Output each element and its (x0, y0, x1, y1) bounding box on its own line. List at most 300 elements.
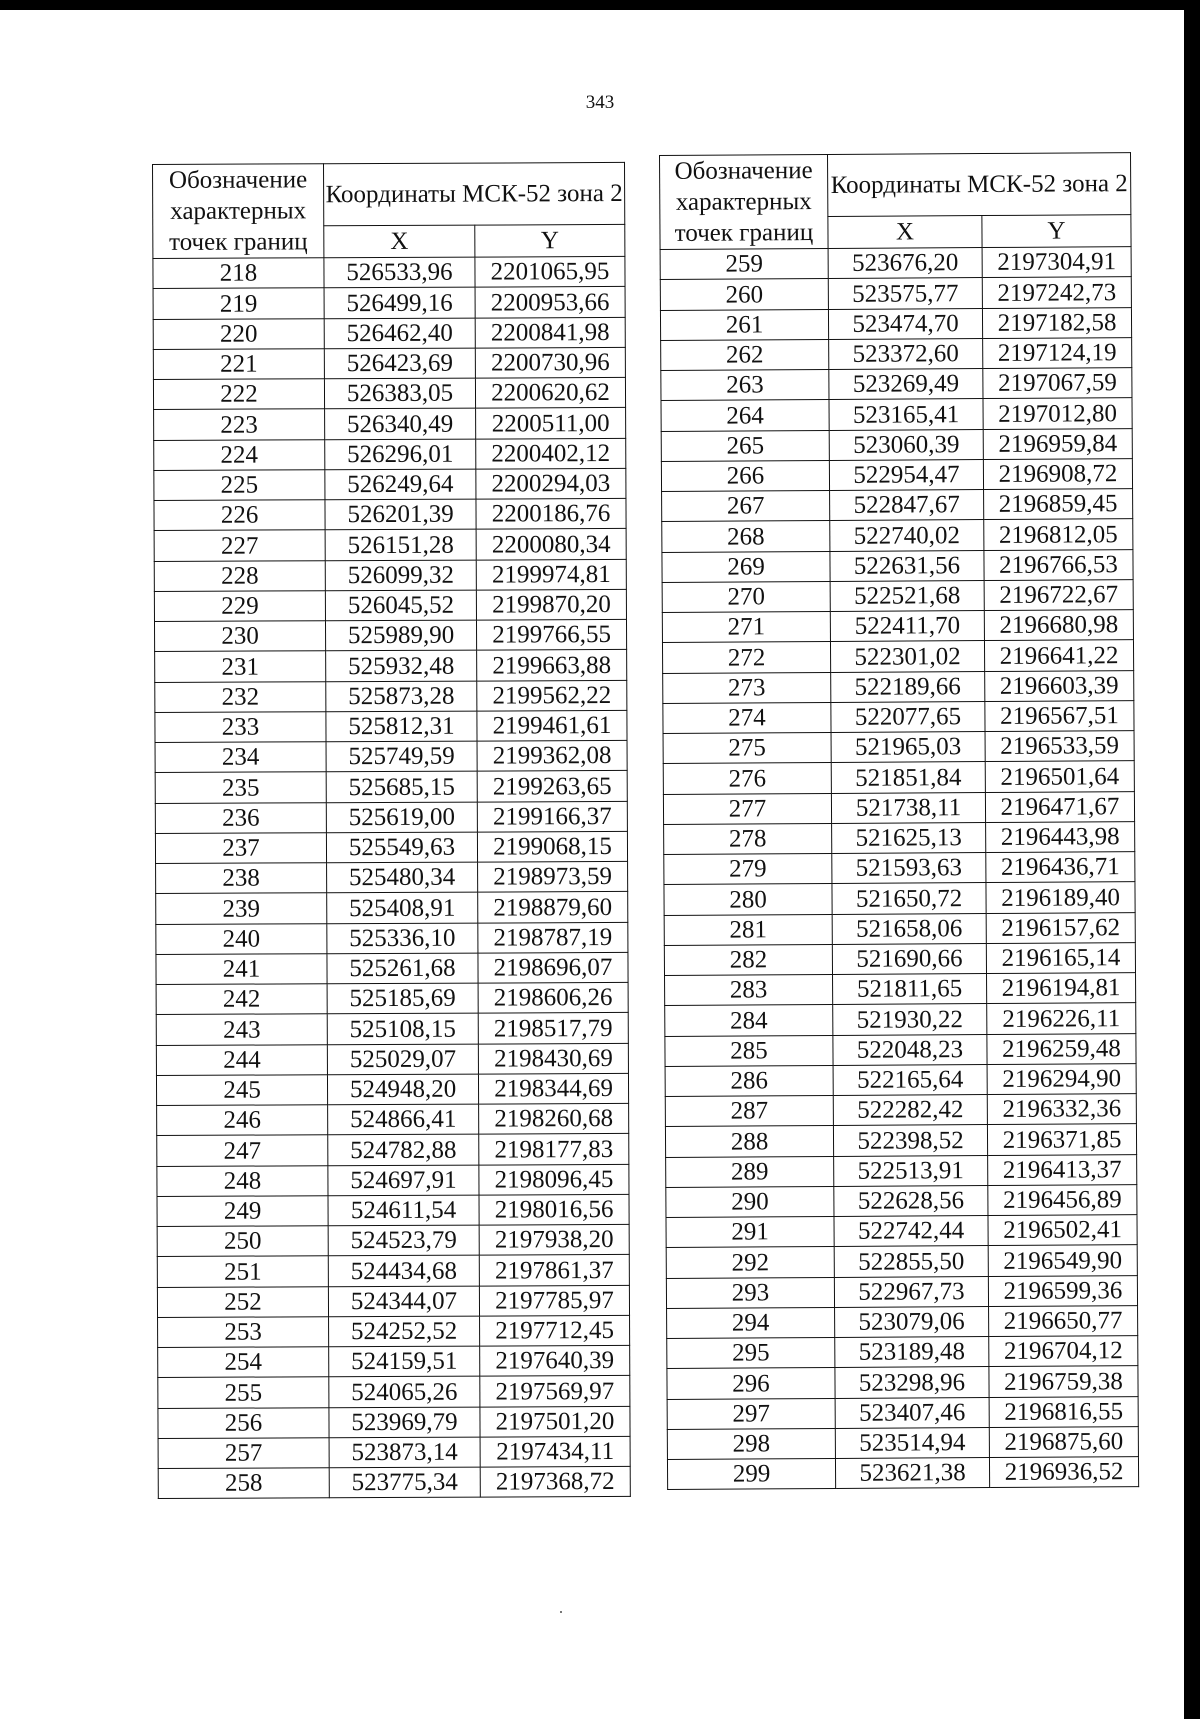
table-row (667, 1426, 1138, 1459)
x-coord-cell: 522742,44 (834, 1216, 988, 1247)
x-coord-cell: 526045,52 (325, 590, 476, 621)
table-row (667, 1396, 1138, 1429)
table-row (666, 1275, 1137, 1308)
x-coord-cell: 521965,03 (831, 732, 985, 763)
table-row (661, 368, 1132, 401)
x-coord-cell: 526340,49 (325, 408, 476, 439)
y-coord-cell: 2197067,59 (983, 368, 1132, 399)
table-row (667, 1305, 1138, 1338)
y-coord-cell: 2197012,80 (983, 398, 1132, 429)
table-row (661, 458, 1132, 491)
x-coord-cell: 526099,32 (325, 560, 476, 591)
point-id-cell: 296 (667, 1368, 835, 1399)
x-coord-cell: 522398,52 (833, 1125, 987, 1156)
x-coord-cell: 526533,96 (324, 257, 475, 288)
point-id-cell: 273 (663, 672, 831, 703)
x-coord-cell: 526499,16 (324, 287, 475, 318)
x-coord-cell: 524697,91 (328, 1165, 479, 1196)
table-row (154, 498, 626, 530)
table-row (158, 1315, 630, 1347)
point-id-cell: 284 (665, 1005, 833, 1036)
x-coord-cell: 522411,70 (830, 611, 984, 642)
y-coord-cell: 2196501,64 (985, 761, 1134, 792)
point-id-cell: 243 (156, 1014, 327, 1045)
header-coords-title: Координаты МСК-52 зона 2 (324, 162, 625, 226)
x-coord-cell: 522301,02 (830, 641, 984, 672)
x-coord-cell: 524065,26 (329, 1376, 480, 1407)
x-coord-cell: 523575,77 (828, 278, 982, 309)
scan-border-top (0, 0, 1200, 10)
y-coord-cell: 2197304,91 (982, 247, 1131, 278)
point-id-cell: 278 (664, 823, 832, 854)
y-coord-cell: 2198606,26 (478, 982, 628, 1013)
table-row (665, 1124, 1136, 1157)
x-coord-cell: 522847,67 (830, 490, 984, 521)
point-id-cell: 234 (155, 742, 326, 773)
point-id-cell: 251 (157, 1256, 328, 1287)
y-coord-cell: 2196680,98 (984, 610, 1133, 641)
table-row (154, 438, 626, 470)
y-coord-cell: 2199974,81 (476, 559, 626, 590)
point-id-cell: 263 (661, 369, 829, 400)
table-row (153, 287, 625, 319)
x-coord-cell: 525480,34 (327, 862, 478, 893)
point-id-cell: 255 (158, 1377, 329, 1408)
y-coord-cell: 2196226,11 (987, 1003, 1136, 1034)
y-coord-cell: 2197938,20 (479, 1224, 629, 1255)
y-coord-cell: 2196599,36 (988, 1275, 1137, 1306)
y-coord-cell: 2196502,41 (988, 1215, 1137, 1246)
table-row (156, 922, 628, 954)
scan-border-right (1184, 0, 1200, 1719)
point-id-cell: 280 (664, 884, 832, 915)
x-coord-cell: 522521,68 (830, 580, 984, 611)
y-coord-cell: 2196189,40 (986, 882, 1135, 913)
table-row (155, 831, 627, 863)
table-row (662, 519, 1133, 552)
point-id-cell: 279 (664, 853, 832, 884)
point-id-cell: 272 (662, 642, 830, 673)
table-row (154, 408, 626, 440)
point-id-cell: 269 (662, 551, 830, 582)
y-coord-cell: 2198260,68 (479, 1103, 629, 1134)
table-row (157, 1164, 629, 1196)
x-coord-cell: 523775,34 (329, 1467, 480, 1498)
x-coord-cell: 526201,39 (325, 499, 476, 530)
table-row (153, 317, 625, 349)
table-row (667, 1366, 1138, 1399)
header-x: X (324, 225, 475, 257)
point-id-cell: 261 (660, 309, 828, 340)
point-id-cell: 288 (665, 1126, 833, 1157)
table-row (661, 398, 1132, 431)
point-id-cell: 245 (156, 1074, 327, 1105)
table-row (157, 1224, 629, 1256)
y-coord-cell: 2197785,97 (479, 1285, 629, 1316)
point-id-cell: 274 (663, 702, 831, 733)
table-row (660, 247, 1131, 280)
y-coord-cell: 2196456,89 (988, 1184, 1137, 1215)
x-coord-cell: 525812,31 (326, 711, 477, 742)
y-coord-cell: 2200402,12 (476, 438, 626, 469)
x-coord-cell: 522855,50 (834, 1246, 988, 1277)
point-id-cell: 252 (157, 1286, 328, 1317)
point-id-cell: 298 (667, 1428, 835, 1459)
table-row (155, 740, 627, 772)
x-coord-cell: 521650,72 (832, 883, 986, 914)
y-coord-cell: 2196533,59 (985, 731, 1134, 762)
point-id-cell: 223 (154, 409, 325, 440)
point-id-cell: 268 (662, 521, 830, 552)
x-coord-cell: 525108,15 (327, 1013, 478, 1044)
x-coord-cell: 525261,68 (327, 953, 478, 984)
y-coord-cell: 2197124,19 (983, 337, 1132, 368)
x-coord-cell: 521738,11 (831, 792, 985, 823)
x-coord-cell: 525408,91 (327, 892, 478, 923)
point-id-cell: 265 (661, 430, 829, 461)
table-row (155, 771, 627, 803)
table-row (663, 700, 1134, 733)
table-row (156, 861, 628, 893)
point-id-cell: 275 (663, 732, 831, 763)
x-coord-cell: 525749,59 (326, 741, 477, 772)
point-id-cell: 238 (156, 863, 327, 894)
point-id-cell: 297 (667, 1398, 835, 1429)
x-coord-cell: 524948,20 (327, 1074, 478, 1105)
point-id-cell: 225 (154, 469, 325, 500)
x-coord-cell: 523514,94 (835, 1427, 989, 1458)
header-point-label: Обозначение характерных точек границ (660, 154, 829, 249)
x-coord-cell: 525989,90 (325, 620, 476, 651)
point-id-cell: 295 (667, 1337, 835, 1368)
y-coord-cell: 2199068,15 (477, 831, 627, 862)
y-coord-cell: 2197712,45 (480, 1315, 630, 1346)
y-coord-cell: 2197640,39 (480, 1345, 630, 1376)
point-id-cell: 218 (153, 258, 324, 289)
y-coord-cell: 2199362,08 (477, 740, 627, 771)
table-row (158, 1406, 630, 1438)
y-coord-cell: 2196443,98 (986, 821, 1135, 852)
point-id-cell: 256 (158, 1407, 329, 1438)
coordinates-table-left (152, 162, 631, 1499)
table-row (156, 952, 628, 984)
x-coord-cell: 521625,13 (832, 822, 986, 853)
y-coord-cell: 2196959,84 (983, 428, 1132, 459)
y-coord-cell: 2196936,52 (989, 1457, 1138, 1488)
point-id-cell: 232 (155, 681, 326, 712)
table-row (666, 1154, 1137, 1187)
point-id-cell: 249 (157, 1195, 328, 1226)
point-id-cell: 271 (662, 611, 830, 642)
table-row (662, 549, 1133, 582)
y-coord-cell: 2201065,95 (475, 256, 625, 287)
x-coord-cell: 525336,10 (327, 923, 478, 954)
point-id-cell: 266 (661, 460, 829, 491)
point-id-cell: 227 (154, 530, 325, 561)
y-coord-cell: 2196704,12 (989, 1336, 1138, 1367)
y-coord-cell: 2196650,77 (989, 1305, 1138, 1336)
table-row (156, 982, 628, 1014)
y-coord-cell: 2200730,96 (475, 347, 625, 378)
table-row (158, 1376, 630, 1408)
y-coord-cell: 2199461,61 (477, 710, 627, 741)
y-coord-cell: 2200080,34 (476, 529, 626, 560)
table-row (667, 1336, 1138, 1369)
x-coord-cell: 522077,65 (831, 701, 985, 732)
y-coord-cell: 2196567,51 (985, 700, 1134, 731)
point-id-cell: 222 (153, 379, 324, 410)
table-row (158, 1436, 630, 1468)
x-coord-cell: 521811,65 (833, 974, 987, 1005)
scan-speck (560, 1611, 562, 1613)
header-y: Y (982, 215, 1131, 248)
point-id-cell: 241 (156, 953, 327, 984)
y-coord-cell: 2199263,65 (477, 771, 627, 802)
point-id-cell: 257 (158, 1437, 329, 1468)
y-coord-cell: 2199766,55 (476, 619, 626, 650)
x-coord-cell: 525549,63 (326, 832, 477, 863)
table-row (155, 710, 627, 742)
x-coord-cell: 523372,60 (829, 338, 983, 369)
table-row (661, 337, 1132, 370)
x-coord-cell: 522048,23 (833, 1034, 987, 1065)
y-coord-cell: 2196294,90 (987, 1063, 1136, 1094)
x-coord-cell: 521851,84 (831, 762, 985, 793)
y-coord-cell: 2198016,56 (479, 1194, 629, 1225)
x-coord-cell: 523873,14 (329, 1437, 480, 1468)
point-id-cell: 231 (155, 651, 326, 682)
point-id-cell: 235 (155, 772, 326, 803)
point-id-cell: 282 (664, 944, 832, 975)
x-coord-cell: 525685,15 (326, 771, 477, 802)
y-coord-cell: 2196165,14 (986, 942, 1135, 973)
x-coord-cell: 526249,64 (325, 469, 476, 500)
table-row (154, 468, 626, 500)
table-row (156, 1013, 628, 1045)
table-row (157, 1103, 629, 1135)
table-row (158, 1345, 630, 1377)
x-coord-cell: 526296,01 (325, 439, 476, 470)
table-row (155, 801, 627, 833)
x-coord-cell: 523079,06 (835, 1306, 989, 1337)
table-row (664, 821, 1135, 854)
point-id-cell: 285 (665, 1035, 833, 1066)
header-point-label: Обозначение характерных точек границ (153, 164, 324, 259)
table-row (665, 1033, 1136, 1066)
x-coord-cell: 521690,66 (832, 943, 986, 974)
point-id-cell: 220 (153, 318, 324, 349)
y-coord-cell: 2196549,90 (988, 1245, 1137, 1276)
y-coord-cell: 2200841,98 (475, 317, 625, 348)
y-coord-cell: 2197501,20 (480, 1406, 630, 1437)
point-id-cell: 276 (663, 763, 831, 794)
x-coord-cell: 525932,48 (326, 650, 477, 681)
x-coord-cell: 524866,41 (328, 1104, 479, 1135)
y-coord-cell: 2199663,88 (477, 650, 627, 681)
x-coord-cell: 522954,47 (829, 459, 983, 490)
table-row (154, 559, 626, 591)
y-coord-cell: 2196641,22 (984, 640, 1133, 671)
x-coord-cell: 523474,70 (828, 308, 982, 339)
table-row (665, 1003, 1136, 1036)
y-coord-cell: 2199562,22 (477, 680, 627, 711)
table-row (662, 579, 1133, 612)
y-coord-cell: 2197368,72 (480, 1466, 630, 1497)
point-id-cell: 258 (158, 1468, 329, 1499)
point-id-cell: 250 (157, 1226, 328, 1257)
y-coord-cell: 2198096,45 (479, 1164, 629, 1195)
point-id-cell: 292 (666, 1247, 834, 1278)
y-coord-cell: 2196413,37 (988, 1154, 1137, 1185)
y-coord-cell: 2196332,36 (987, 1094, 1136, 1125)
y-coord-cell: 2199870,20 (476, 589, 626, 620)
x-coord-cell: 524523,79 (328, 1225, 479, 1256)
point-id-cell: 239 (156, 893, 327, 924)
table-row (666, 1215, 1137, 1248)
table-row (156, 892, 628, 924)
point-id-cell: 247 (157, 1135, 328, 1166)
x-coord-cell: 526383,05 (324, 378, 475, 409)
point-id-cell: 226 (154, 500, 325, 531)
table-row (153, 347, 625, 379)
y-coord-cell: 2198973,59 (478, 861, 628, 892)
x-coord-cell: 521658,06 (832, 913, 986, 944)
table-row (157, 1255, 629, 1287)
point-id-cell: 287 (665, 1095, 833, 1126)
y-coord-cell: 2197242,73 (982, 277, 1131, 308)
point-id-cell: 289 (666, 1156, 834, 1187)
table-row (153, 256, 625, 288)
table-row (158, 1466, 630, 1498)
y-coord-cell: 2196603,39 (985, 670, 1134, 701)
left-table-body (153, 256, 630, 1498)
x-coord-cell: 524344,07 (328, 1286, 479, 1317)
y-coord-cell: 2196875,60 (989, 1426, 1138, 1457)
point-id-cell: 228 (154, 560, 325, 591)
y-coord-cell: 2200294,03 (476, 468, 626, 499)
x-coord-cell: 525029,07 (327, 1044, 478, 1075)
y-coord-cell: 2196759,38 (989, 1366, 1138, 1397)
table-row (154, 529, 626, 561)
x-coord-cell: 522189,66 (831, 671, 985, 702)
header-x: X (828, 216, 982, 249)
point-id-cell: 224 (154, 439, 325, 470)
point-id-cell: 299 (667, 1458, 835, 1489)
point-id-cell: 237 (155, 832, 326, 863)
y-coord-cell: 2196816,55 (989, 1396, 1138, 1427)
x-coord-cell: 523407,46 (835, 1397, 989, 1428)
x-coord-cell: 523060,39 (829, 429, 983, 460)
table-row (154, 619, 626, 651)
point-id-cell: 293 (666, 1277, 834, 1308)
point-id-cell: 253 (158, 1316, 329, 1347)
table-row (661, 428, 1132, 461)
table-row (663, 761, 1134, 794)
point-id-cell: 248 (157, 1165, 328, 1196)
point-id-cell: 294 (667, 1307, 835, 1338)
y-coord-cell: 2196471,67 (985, 791, 1134, 822)
y-coord-cell: 2198879,60 (478, 892, 628, 923)
x-coord-cell: 524782,88 (328, 1134, 479, 1165)
point-id-cell: 286 (665, 1065, 833, 1096)
y-coord-cell: 2200953,66 (475, 287, 625, 318)
x-coord-cell: 523165,41 (829, 399, 983, 430)
table-row (660, 307, 1131, 340)
x-coord-cell: 523969,79 (329, 1407, 480, 1438)
x-coord-cell: 522165,64 (833, 1064, 987, 1095)
table-row (660, 277, 1131, 310)
table-row (667, 1457, 1138, 1490)
x-coord-cell: 523189,48 (835, 1337, 989, 1368)
point-id-cell: 219 (153, 288, 324, 319)
y-coord-cell: 2196722,67 (984, 579, 1133, 610)
x-coord-cell: 526151,28 (325, 529, 476, 560)
y-coord-cell: 2196194,81 (987, 973, 1136, 1004)
table-row (663, 731, 1134, 764)
x-coord-cell: 522740,02 (830, 520, 984, 551)
x-coord-cell: 526462,40 (324, 318, 475, 349)
header-coords-title: Координаты МСК-52 зона 2 (827, 153, 1130, 217)
table-row (156, 1073, 628, 1105)
table-row (153, 377, 625, 409)
x-coord-cell: 523298,96 (835, 1367, 989, 1398)
table-row (662, 489, 1133, 522)
x-coord-cell: 523676,20 (828, 248, 982, 279)
y-coord-cell: 2196908,72 (983, 458, 1132, 489)
y-coord-cell: 2196259,48 (987, 1033, 1136, 1064)
x-coord-cell: 525619,00 (326, 802, 477, 833)
x-coord-cell: 522628,56 (834, 1185, 988, 1216)
point-id-cell: 230 (154, 621, 325, 652)
point-id-cell: 281 (664, 914, 832, 945)
point-id-cell: 283 (665, 974, 833, 1005)
point-id-cell: 290 (666, 1186, 834, 1217)
y-coord-cell: 2200511,00 (476, 408, 626, 439)
y-coord-cell: 2196859,45 (984, 489, 1133, 520)
point-id-cell: 262 (661, 339, 829, 370)
x-coord-cell: 525185,69 (327, 983, 478, 1014)
table-row (154, 589, 626, 621)
y-coord-cell: 2199166,37 (477, 801, 627, 832)
point-id-cell: 270 (662, 581, 830, 612)
point-id-cell: 254 (158, 1347, 329, 1378)
y-coord-cell: 2197182,58 (982, 307, 1131, 338)
right-table-body (660, 247, 1139, 1490)
point-id-cell: 233 (155, 711, 326, 742)
x-coord-cell: 522513,91 (834, 1155, 988, 1186)
x-coord-cell: 521593,63 (832, 853, 986, 884)
y-coord-cell: 2196157,62 (986, 912, 1135, 943)
x-coord-cell: 526423,69 (324, 348, 475, 379)
table-row (664, 912, 1135, 945)
table-row (664, 882, 1135, 915)
table-row (663, 670, 1134, 703)
point-id-cell: 291 (666, 1216, 834, 1247)
y-coord-cell: 2196812,05 (984, 519, 1133, 550)
y-coord-cell: 2198517,79 (478, 1013, 628, 1044)
point-id-cell: 240 (156, 923, 327, 954)
table-row (155, 680, 627, 712)
x-coord-cell: 523621,38 (835, 1458, 989, 1489)
y-coord-cell: 2198696,07 (478, 952, 628, 983)
y-coord-cell: 2197434,11 (480, 1436, 630, 1467)
header-y: Y (475, 225, 625, 257)
coordinates-table-right (659, 152, 1139, 1490)
table-row (157, 1134, 629, 1166)
x-coord-cell: 522282,42 (833, 1095, 987, 1126)
point-id-cell: 221 (153, 348, 324, 379)
x-coord-cell: 524434,68 (328, 1255, 479, 1286)
